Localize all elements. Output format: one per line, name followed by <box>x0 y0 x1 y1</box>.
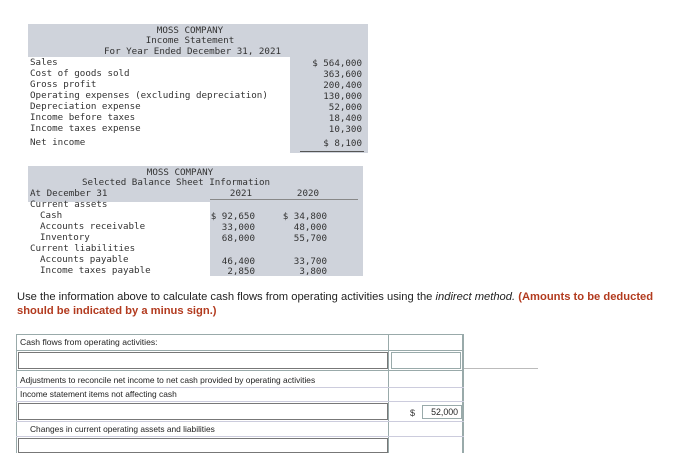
answer-row-divider <box>16 436 464 437</box>
income-row-label: Operating expenses (excluding depreciation) <box>30 90 268 101</box>
noncash-items-label: Income statement items not affecting cash <box>20 389 177 399</box>
asset-row-label: Accounts receivable <box>40 221 146 232</box>
income-row-label: Gross profit <box>30 79 97 90</box>
net-income-amount-input[interactable] <box>391 352 461 369</box>
asset-row-label: Inventory <box>40 232 90 243</box>
net-income-total-input[interactable] <box>464 352 538 369</box>
balance-col-2021-header: 2021 <box>229 188 253 199</box>
liability-row-2021: 46,400 <box>221 256 255 267</box>
income-row-label: Income taxes expense <box>30 123 141 134</box>
income-row-value: 10,300 <box>328 124 362 135</box>
instructions-italic: indirect method. <box>435 291 516 303</box>
income-row-value: 18,400 <box>328 113 362 124</box>
balance-col-2020-header: 2020 <box>296 188 320 199</box>
changes-label: Changes in current operating assets and liabilities <box>30 424 215 434</box>
change-line-select[interactable] <box>18 438 388 453</box>
asset-row-2020: 48,000 <box>293 222 327 233</box>
liability-row-label: Income taxes payable <box>40 265 151 276</box>
asset-row-label: Cash <box>40 210 63 221</box>
instructions-plain: Use the information above to calculate cash flows from operating activities using the <box>17 291 436 303</box>
answer-header-label: Cash flows from operating activities: <box>20 337 158 347</box>
answer-row-divider <box>16 401 464 402</box>
income-statement-period: For Year Ended December 31, 2021 <box>104 46 282 57</box>
net-income-underline <box>300 151 364 152</box>
current-liabilities-label: Current liabilities <box>30 243 136 254</box>
income-statement-title: Income Statement <box>145 35 235 46</box>
liability-row-label: Accounts payable <box>40 254 129 265</box>
answer-row-divider <box>16 421 464 422</box>
answer-row-divider <box>16 350 464 351</box>
instructions-text <box>17 290 687 318</box>
income-row-label: Cost of goods sold <box>30 68 130 79</box>
income-row-value: 52,000 <box>328 102 362 113</box>
asset-row-2021: $ 92,650 <box>210 211 255 222</box>
income-row-value: 200,400 <box>323 80 362 91</box>
adjustments-label: Adjustments to reconcile net income to net cash provided by operating activities <box>20 375 316 385</box>
income-row-value: 130,000 <box>323 91 362 102</box>
liability-row-2021: 2,850 <box>227 266 255 277</box>
asset-row-2021: 33,000 <box>221 222 255 233</box>
balance-date-label: At December 31 <box>30 188 108 199</box>
depreciation-amount-value: 52,000 <box>431 407 458 417</box>
balance-sheet-title: Selected Balance Sheet Information <box>82 177 271 188</box>
income-row-value: $ 564,000 <box>312 58 362 69</box>
answer-row-divider <box>16 387 464 388</box>
instructions-bold: (Amounts to be deducted should be indicated by a minus sign.) <box>17 291 654 317</box>
depreciation-line-select[interactable] <box>18 403 388 420</box>
balance-company-name: MOSS COMPANY <box>146 167 214 178</box>
depreciation-amount-input[interactable] <box>422 405 462 419</box>
asset-row-2020: 55,700 <box>293 233 327 244</box>
income-company-name: MOSS COMPANY <box>156 25 224 36</box>
net-income-line-select[interactable] <box>18 352 388 369</box>
income-row-value: 363,600 <box>323 69 362 80</box>
asset-row-2021: 68,000 <box>221 233 255 244</box>
answer-row-divider <box>16 370 464 371</box>
income-row-label: Depreciation expense <box>30 101 141 112</box>
liability-row-2020: 3,800 <box>299 266 327 277</box>
currency-symbol: $ <box>410 408 416 418</box>
current-assets-label: Current assets <box>30 199 108 210</box>
asset-row-2020: $ 34,800 <box>282 211 327 222</box>
income-row-label: Income before taxes <box>30 112 136 123</box>
balance-header-rule <box>210 199 358 200</box>
income-row-label: Sales <box>30 57 58 68</box>
income-row-value: $ 8,100 <box>323 138 362 149</box>
liability-row-2020: 33,700 <box>293 256 327 267</box>
income-row-label: Net income <box>30 137 86 148</box>
